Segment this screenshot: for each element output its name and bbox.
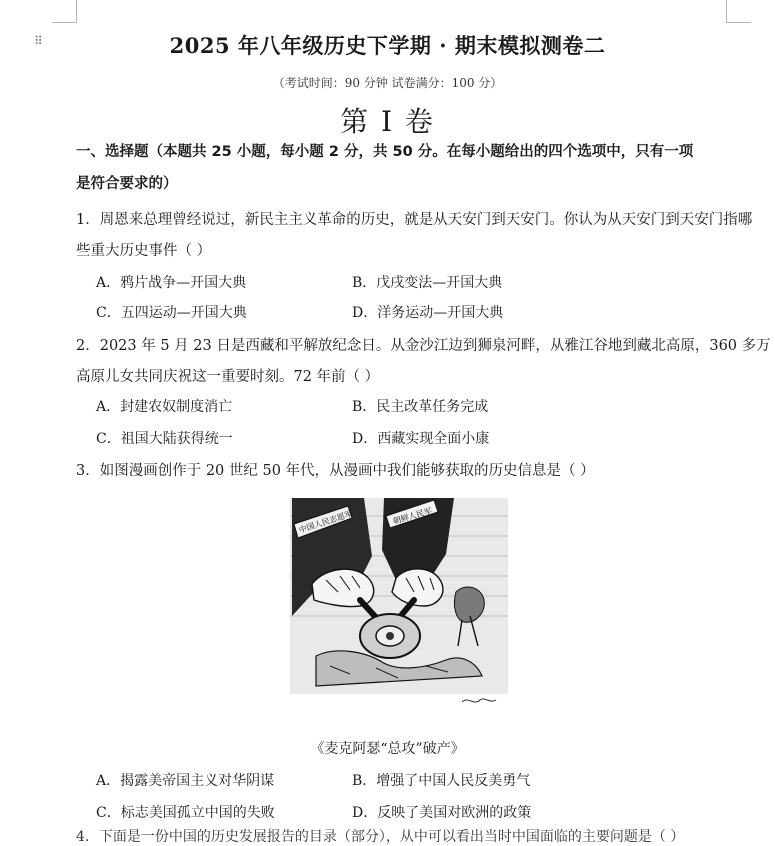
instructions-line-2: 是符合要求的） bbox=[76, 176, 178, 192]
political-cartoon-figure bbox=[286, 496, 512, 716]
cartoon-label-right: 朝鲜人民军 bbox=[392, 506, 434, 526]
question-1-stem-line-1: 1．周恩来总理曾经说过，新民主主义革命的历史，就是从天安门到天安门。你认为从天安门到天安门指哪 bbox=[76, 212, 753, 228]
question-2-option-b: B．民主改革任务完成 bbox=[352, 399, 489, 415]
exam-title: 2025 年八年级历史下学期 · 期末模拟测卷二 bbox=[169, 33, 606, 58]
question-1-stem-line-2: 些重大历史事件（ ） bbox=[76, 243, 212, 259]
question-3-option-d: D．反映了美国对欧洲的政策 bbox=[352, 805, 532, 821]
question-1-option-b: B．戊戌变法—开国大典 bbox=[352, 275, 503, 291]
question-3-option-b: B．增强了中国人民反美勇气 bbox=[352, 773, 531, 789]
question-3-option-a: A．揭露美帝国主义对华阴谋 bbox=[96, 773, 275, 789]
cartoon-label-left: 中国人民志愿军 bbox=[297, 509, 354, 535]
question-3-option-c: C．标志美国孤立中国的失败 bbox=[96, 805, 275, 821]
question-1-option-c: C．五四运动—开国大典 bbox=[96, 305, 247, 321]
figure-caption: 《麦克阿瑟“总攻”破产》 bbox=[310, 741, 465, 757]
question-1-option-a: A．鸦片战争—开国大典 bbox=[96, 275, 247, 291]
section-title: 第 I 卷 bbox=[340, 105, 435, 138]
exam-subtitle: （考试时间：90 分钟 试卷满分：100 分） bbox=[272, 76, 503, 90]
question-4-stem-cutoff: 4．下面是一份中国的历史发展报告的目录（部分），从中可以看出当时中国面临的主要问题是（ ） bbox=[76, 829, 685, 845]
question-2-stem-line-1: 2．2023 年 5 月 23 日是西藏和平解放纪念日。从金沙江边到狮泉河畔，从雅江谷地到藏北高原，360 多万 bbox=[76, 338, 771, 354]
crop-mark-top-left bbox=[52, 0, 77, 23]
question-2-option-a: A．封建农奴制度消亡 bbox=[96, 399, 233, 415]
question-1-option-d: D．洋务运动—开国大典 bbox=[352, 305, 504, 321]
question-2-option-d: D．西藏实现全面小康 bbox=[352, 431, 490, 447]
drag-handle-icon[interactable]: ⠿ bbox=[34, 34, 44, 48]
question-2-stem-line-2: 高原儿女共同庆祝这一重要时刻。72 年前（ ） bbox=[76, 369, 380, 385]
question-3-stem-line-1: 3．如图漫画创作于 20 世纪 50 年代，从漫画中我们能够获取的历史信息是（ ） bbox=[76, 463, 595, 479]
question-2-option-c: C．祖国大陆获得统一 bbox=[96, 431, 233, 447]
instructions-line-1: 一、选择题（本题共 25 小题，每小题 2 分，共 50 分。在每小题给出的四个选项中，只有一项 bbox=[76, 144, 694, 160]
crop-mark-top-right bbox=[726, 0, 751, 23]
